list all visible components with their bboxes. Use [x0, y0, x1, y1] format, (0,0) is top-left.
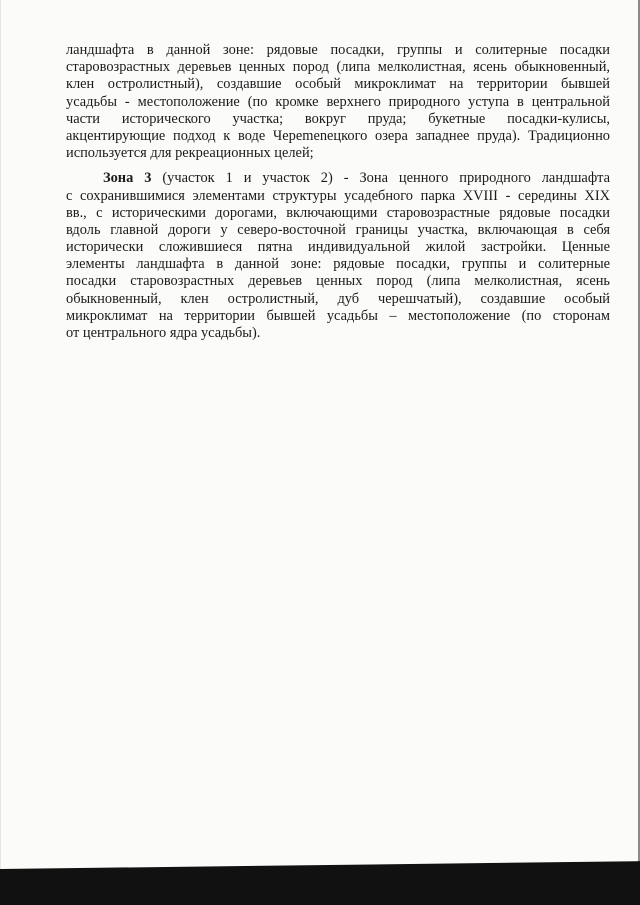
scan-bottom-shadow-base	[0, 879, 640, 905]
page-left-edge	[0, 0, 1, 905]
text-line: микроклимат на территории бывшей усадьбы – местоположение (по сторонам	[66, 307, 610, 324]
text-line: обыкновенный, клен остролистный, дуб черешчатый), создавшие особый	[66, 290, 610, 307]
text-line: от центрального ядра усадьбы).	[66, 325, 261, 341]
text-line: старовозрастных деревьев ценных пород (липа мелколистная, ясень обыкновенный,	[66, 59, 610, 76]
text-line: вдоль главной дороги у северо-восточной границы участка, включающая в себя	[66, 221, 610, 238]
document-body	[66, 42, 610, 342]
text-line: усадьбы - местоположение (по кромке верхнего природного уступа в центральной	[66, 93, 610, 110]
paragraph-zone-3	[66, 170, 610, 342]
text-line: вв., с историческими дорогами, включающими старовозрастные рядовые посадки	[66, 204, 610, 221]
text-line: ландшафта в данной зоне: рядовые посадки, группы и солитерные посадки	[66, 42, 610, 58]
paragraph-continuation	[66, 42, 610, 162]
text-line: используется для рекреационных целей;	[66, 145, 314, 162]
text-line: посадки старовозрастных деревьев ценных пород (липа мелколистная, ясень	[66, 273, 610, 290]
paragraph-gap	[66, 162, 610, 170]
text-line: элементы ландшафта в данной зоне: рядовые посадки, группы и солитерные	[66, 256, 610, 273]
text-line: с сохранившимися элементами структуры усадебного парка XVIII - середины XIX	[66, 187, 610, 204]
text-line: клен остролистный), создавшие особый микроклимат на территории бывшей	[66, 76, 610, 93]
text-line: части исторического участка; вокруг пруда; букетные посадки-кулисы,	[66, 110, 610, 127]
text-line: акцентирующие подход к воде Черemenецкого озера западнее пруда). Традиционно	[66, 127, 610, 144]
zone-3-intro: (участок 1 и участок 2) - Зона ценного природного ландшафта	[151, 170, 610, 187]
text-line	[66, 170, 610, 187]
zone-3-heading: Зона 3	[103, 170, 152, 187]
text-line: исторически сложившиеся пятна индивидуальной жилой застройки. Ценные	[66, 239, 610, 256]
